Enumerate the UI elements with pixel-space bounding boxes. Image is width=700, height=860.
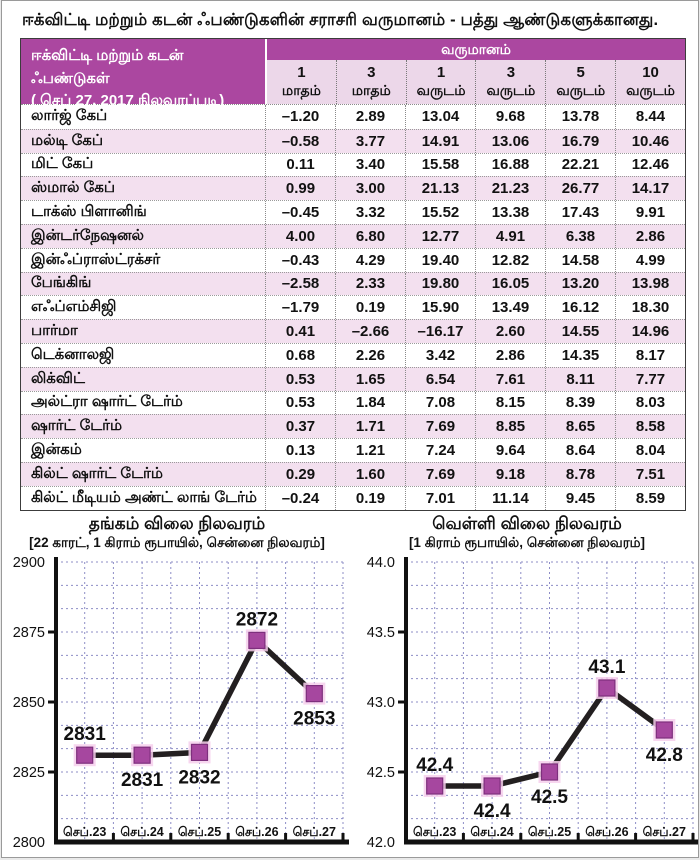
gold-chart-title: தங்கம் விலை நிலவரம் <box>88 514 266 533</box>
fund-name-cell: லார்ஜ் கேப் <box>31 107 108 125</box>
return-value-cell: 21.13 <box>405 177 475 200</box>
return-value-cell: 0.11 <box>265 154 335 177</box>
data-point-marker <box>427 778 443 794</box>
return-value-cell: 12.46 <box>615 154 685 177</box>
y-axis-tick-label: 2850 <box>12 695 45 711</box>
column-header-unit: மாதம் <box>281 82 321 98</box>
return-value-cell: 14.17 <box>615 177 685 200</box>
fund-name-cell: ஸ்மால் கேப் <box>31 179 116 197</box>
return-value-cell: 1.60 <box>335 463 405 486</box>
data-point-label: 2853 <box>293 708 336 730</box>
return-value-cell: 9.91 <box>615 201 685 224</box>
return-value-cell: 8.39 <box>545 392 615 415</box>
return-value-cell: –2.66 <box>335 320 405 343</box>
return-value-cell: 4.00 <box>265 225 335 248</box>
x-axis-tick-label: செப்.23 <box>413 825 457 839</box>
return-value-cell: 2.33 <box>335 273 405 296</box>
return-value-cell: 7.24 <box>405 439 475 462</box>
table-corner-line1: ஈக்விட்டி மற்றும் கடன் ஃபண்டுகள் <box>31 47 184 87</box>
return-value-cell: 0.37 <box>265 415 335 438</box>
return-value-cell: 3.00 <box>335 177 405 200</box>
return-value-cell: 6.38 <box>545 225 615 248</box>
return-value-cell: 0.99 <box>265 177 335 200</box>
return-value-cell: 6.54 <box>405 368 475 391</box>
table-row <box>21 319 685 343</box>
table-row <box>21 176 685 200</box>
x-axis-tick-label: செப்.26 <box>585 825 629 839</box>
table-row <box>21 200 685 224</box>
return-value-cell: 0.68 <box>265 344 335 367</box>
table-row <box>21 343 685 367</box>
return-value-cell: 3.32 <box>335 201 405 224</box>
return-value-cell: 13.38 <box>475 201 545 224</box>
return-value-cell: –16.17 <box>405 320 475 343</box>
table-header <box>21 39 685 109</box>
column-header <box>475 60 545 104</box>
return-value-cell: 6.80 <box>335 225 405 248</box>
return-value-cell: 17.43 <box>545 201 615 224</box>
column-header-period: 3 <box>506 64 516 81</box>
y-axis-tick-label: 43.5 <box>366 625 395 641</box>
fund-name-cell: மிட் கேப் <box>31 155 94 173</box>
silver-chart-plot <box>352 553 699 855</box>
data-point-marker <box>249 632 265 648</box>
return-value-cell: 0.13 <box>265 439 335 462</box>
return-value-cell: 16.12 <box>545 296 615 319</box>
return-value-cell: 15.90 <box>405 296 475 319</box>
return-value-cell: 13.04 <box>405 105 475 129</box>
data-point-marker <box>599 680 615 696</box>
return-value-cell: 7.08 <box>405 392 475 415</box>
fund-name-cell: டாக்ஸ் பிளானிங் <box>31 203 147 221</box>
return-value-cell: 15.58 <box>405 154 475 177</box>
data-point-marker <box>656 722 672 738</box>
return-value-cell: 14.35 <box>545 344 615 367</box>
data-point-label: 42.4 <box>473 801 511 822</box>
return-value-cell: 14.96 <box>615 320 685 343</box>
fund-name-cell: அல்ட்ரா ஷார்ட் டேர்ம் <box>31 393 183 411</box>
data-point-label: 43.1 <box>588 657 626 678</box>
fund-name-cell: இன்கம் <box>31 441 82 459</box>
return-value-cell: 0.19 <box>335 487 405 510</box>
return-value-cell: 9.64 <box>475 439 545 462</box>
x-axis-tick-label: செப்.23 <box>63 825 107 839</box>
column-header <box>267 60 336 104</box>
y-axis-tick-label: 2900 <box>12 555 45 571</box>
data-point-label: 42.8 <box>645 745 683 766</box>
return-value-cell: 8.59 <box>615 487 685 510</box>
return-value-cell: –0.43 <box>265 249 335 272</box>
table-row <box>21 391 685 415</box>
return-value-cell: 8.15 <box>475 392 545 415</box>
column-header <box>406 60 476 104</box>
data-point-marker <box>542 764 558 780</box>
data-point-marker <box>134 747 150 763</box>
return-value-cell: 3.40 <box>335 154 405 177</box>
return-value-cell: 9.68 <box>475 105 545 129</box>
column-header-unit: வருடம் <box>556 82 606 98</box>
column-header-unit: வருடம் <box>416 82 466 98</box>
table-row <box>21 414 685 438</box>
return-value-cell: 7.77 <box>615 368 685 391</box>
data-point-label: 2831 <box>63 724 106 746</box>
return-value-cell: 14.55 <box>545 320 615 343</box>
return-value-cell: 8.64 <box>545 439 615 462</box>
column-header-unit: வருடம் <box>626 82 675 98</box>
data-point-marker <box>77 747 93 763</box>
y-axis-tick-label: 42.5 <box>366 765 395 781</box>
table-row <box>21 105 685 129</box>
return-value-cell: 8.78 <box>545 463 615 486</box>
column-headers <box>267 60 685 104</box>
y-axis-tick-label: 43.0 <box>366 695 395 711</box>
return-value-cell: 19.80 <box>405 273 475 296</box>
return-value-cell: 14.58 <box>545 249 615 272</box>
fund-name-cell: லிக்விட் <box>31 369 85 387</box>
column-header-period: 3 <box>367 64 376 81</box>
return-value-cell: 8.04 <box>615 439 685 462</box>
silver-price-chart <box>352 514 699 855</box>
table-row <box>21 129 685 153</box>
x-axis-tick-label: செப்.26 <box>235 825 279 839</box>
y-axis-tick-label: 42.0 <box>366 835 395 851</box>
return-value-cell: 0.19 <box>335 296 405 319</box>
return-value-cell: 4.29 <box>335 249 405 272</box>
return-value-cell: 26.77 <box>545 177 615 200</box>
return-value-cell: 1.65 <box>335 368 405 391</box>
column-header <box>336 60 406 104</box>
x-axis-tick-label: செப்.25 <box>527 825 572 839</box>
return-value-cell: 0.41 <box>265 320 335 343</box>
return-value-cell: 0.53 <box>265 368 335 391</box>
return-value-cell: 2.26 <box>335 344 405 367</box>
silver-chart-subtitle: [1 கிராம் ரூபாயில், சென்னை நிலவரம்] <box>408 535 646 550</box>
return-value-cell: –0.58 <box>265 130 335 153</box>
table-row <box>21 438 685 462</box>
data-point-marker <box>306 686 322 702</box>
return-value-cell: 8.58 <box>615 415 685 438</box>
data-point-label: 2831 <box>120 770 164 792</box>
data-point-label: 2832 <box>178 767 221 789</box>
data-point-marker <box>484 778 500 794</box>
table-body <box>21 104 685 510</box>
return-value-cell: –2.58 <box>265 273 335 296</box>
return-value-cell: –0.24 <box>265 487 335 510</box>
x-axis-tick-label: செப்.24 <box>470 825 514 839</box>
return-value-cell: 8.03 <box>615 392 685 415</box>
return-value-cell: 18.30 <box>615 296 685 319</box>
return-value-cell: 19.40 <box>405 249 475 272</box>
table-row <box>21 153 685 177</box>
table-row <box>21 224 685 248</box>
return-value-cell: 16.79 <box>545 130 615 153</box>
return-value-cell: 9.18 <box>475 463 545 486</box>
return-value-cell: 13.98 <box>615 273 685 296</box>
fund-name-cell: ஷார்ட் டேர்ம் <box>31 417 123 435</box>
return-value-cell: 4.91 <box>475 225 545 248</box>
table-row <box>21 248 685 272</box>
return-value-cell: 1.84 <box>335 392 405 415</box>
return-value-cell: 8.85 <box>475 415 545 438</box>
return-value-cell: 12.77 <box>405 225 475 248</box>
return-value-cell: 0.53 <box>265 392 335 415</box>
column-header-period: 10 <box>642 64 659 81</box>
fund-name-cell: இன்ஃப்ராஸ்ட்ரக்சர் <box>31 250 161 268</box>
return-value-cell: 13.49 <box>475 296 545 319</box>
data-point-label: 42.4 <box>416 755 454 776</box>
return-value-cell: 7.69 <box>405 415 475 438</box>
return-value-cell: 2.60 <box>475 320 545 343</box>
return-value-cell: 7.69 <box>405 463 475 486</box>
return-value-cell: 0.29 <box>265 463 335 486</box>
return-value-cell: 2.86 <box>475 344 545 367</box>
table-corner-line2: ( செப் 27, 2017 நிலவரப்படி) <box>31 92 225 109</box>
data-point-label: 2872 <box>235 609 279 631</box>
y-axis-tick-label: 2800 <box>12 835 45 851</box>
fund-name-cell: எஃப்எம்சிஜி <box>31 298 117 316</box>
return-value-cell: –0.45 <box>265 201 335 224</box>
returns-group-header: வருமானம் <box>267 39 685 60</box>
return-value-cell: 21.23 <box>475 177 545 200</box>
column-header-period: 1 <box>436 64 446 81</box>
x-axis-tick-label: செப்.27 <box>642 825 686 839</box>
table-corner-title <box>21 39 267 109</box>
return-value-cell: 9.45 <box>545 487 615 510</box>
return-value-cell: 14.91 <box>405 130 475 153</box>
price-charts <box>2 514 699 855</box>
return-value-cell: 13.78 <box>545 105 615 129</box>
return-value-cell: 3.77 <box>335 130 405 153</box>
fund-name-cell: பேங்கிங் <box>31 274 92 292</box>
fund-name-cell: பார்மா <box>31 322 78 340</box>
x-axis-tick-label: செப்.25 <box>177 825 222 839</box>
fund-name-cell: இன்டர்நேஷனல் <box>31 226 144 244</box>
return-value-cell: 8.11 <box>545 368 615 391</box>
column-header-unit: மாதம் <box>351 82 391 98</box>
return-value-cell: 1.71 <box>335 415 405 438</box>
fund-name-cell: மல்டி கேப் <box>31 131 104 149</box>
return-value-cell: 8.44 <box>615 105 685 129</box>
return-value-cell: 4.99 <box>615 249 685 272</box>
return-value-cell: 10.46 <box>615 130 685 153</box>
column-header <box>615 60 685 104</box>
newspaper-clipping <box>1 0 699 858</box>
table-header-right <box>267 39 685 104</box>
return-value-cell: 13.20 <box>545 273 615 296</box>
return-value-cell: 8.17 <box>615 344 685 367</box>
return-value-cell: 15.52 <box>405 201 475 224</box>
return-value-cell: –1.79 <box>265 296 335 319</box>
table-row <box>21 367 685 391</box>
gold-chart-plot <box>2 553 352 855</box>
column-header-unit: வருடம் <box>486 82 536 98</box>
return-value-cell: 7.61 <box>475 368 545 391</box>
return-value-cell: 7.01 <box>405 487 475 510</box>
gold-price-chart <box>2 514 352 855</box>
data-point-label: 42.5 <box>531 787 568 808</box>
return-value-cell: –1.20 <box>265 105 335 129</box>
table-row <box>21 272 685 296</box>
return-value-cell: 22.21 <box>545 154 615 177</box>
column-header-period: 5 <box>576 64 585 81</box>
fund-name-cell: கில்ட் ஷார்ட் டேர்ம் <box>31 464 163 482</box>
fund-returns-table <box>20 38 686 511</box>
return-value-cell: 7.51 <box>615 463 685 486</box>
table-row <box>21 486 685 510</box>
return-value-cell: 8.65 <box>545 415 615 438</box>
silver-chart-title: வெள்ளி விலை நிலவரம் <box>432 514 622 533</box>
table-row <box>21 295 685 319</box>
return-value-cell: 12.82 <box>475 249 545 272</box>
y-axis-tick-label: 44.0 <box>366 555 395 571</box>
return-value-cell: 16.05 <box>475 273 545 296</box>
fund-name-cell: கில்ட் மீடியம் அண்ட் லாங் டேர்ம் <box>31 488 257 506</box>
column-header-period: 1 <box>297 64 306 81</box>
return-value-cell: 13.06 <box>475 130 545 153</box>
data-point-marker <box>192 744 208 760</box>
x-axis-tick-label: செப்.24 <box>120 825 164 839</box>
return-value-cell: 2.86 <box>615 225 685 248</box>
return-value-cell: 1.21 <box>335 439 405 462</box>
return-value-cell: 16.88 <box>475 154 545 177</box>
fund-name-cell: டெக்னாலஜி <box>31 345 115 363</box>
table-row <box>21 462 685 486</box>
return-value-cell: 2.89 <box>335 105 405 129</box>
x-axis-tick-label: செப்.27 <box>292 825 336 839</box>
return-value-cell: 3.42 <box>405 344 475 367</box>
page-title: ஈக்விட்டி மற்றும் கடன் ஃபண்டுகளின் சராசரி வருமானம் - பத்து ஆண்டுகளுக்கானது. <box>22 11 659 29</box>
return-value-cell: 11.14 <box>475 487 545 510</box>
gold-chart-subtitle: [22 காரட், 1 கிராம் ரூபாயில், சென்னை நிலவரம்] <box>29 535 325 550</box>
y-axis-tick-label: 2875 <box>12 625 45 641</box>
y-axis-tick-label: 2825 <box>12 765 45 781</box>
column-header <box>545 60 615 104</box>
